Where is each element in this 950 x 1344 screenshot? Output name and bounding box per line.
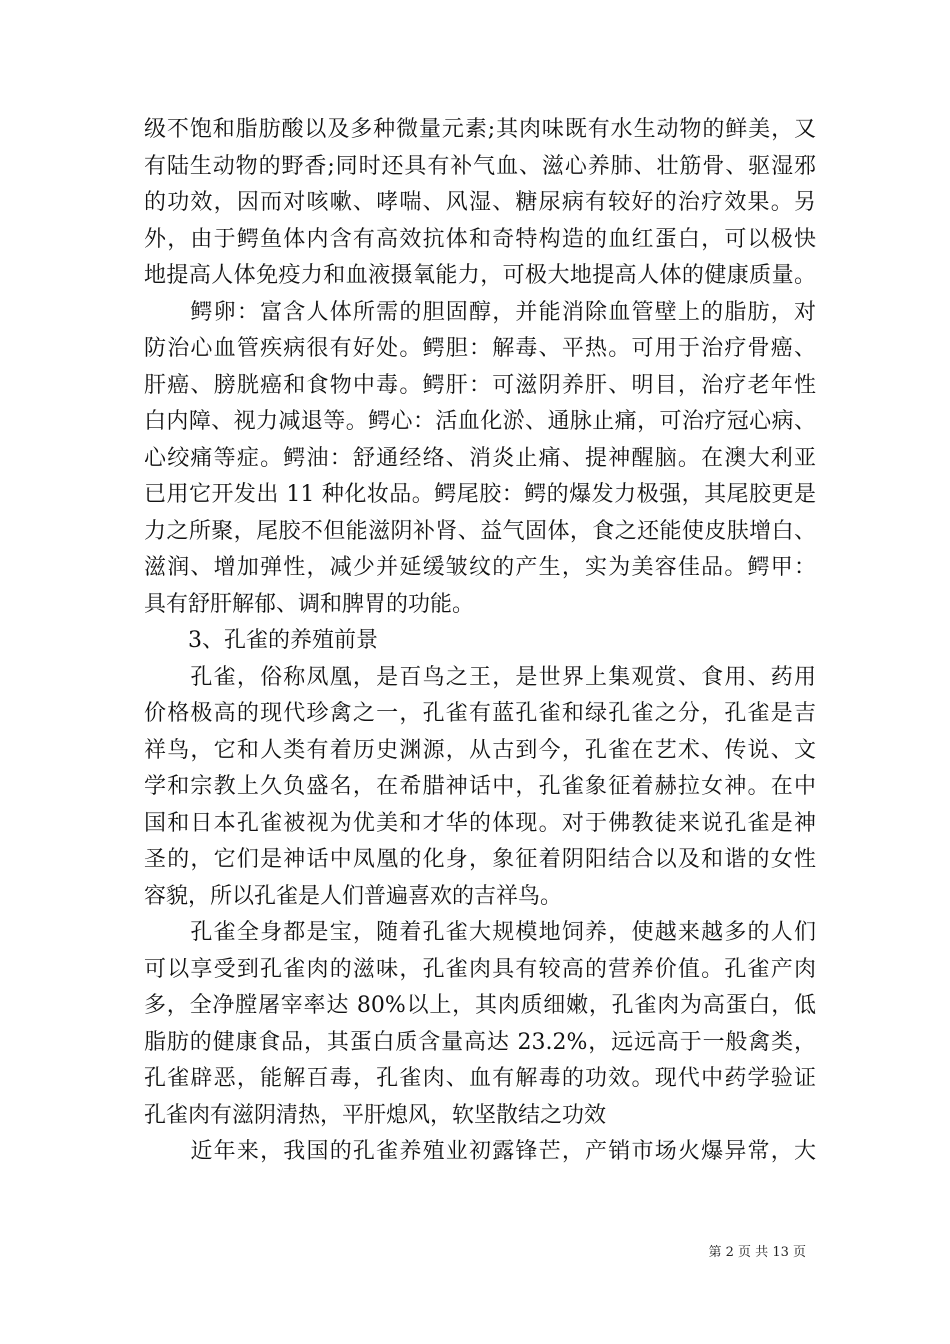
text-line: 的功效，因而对咳嗽、哮喘、风湿、糖尿病有较好的治疗效果。另	[144, 190, 816, 215]
text-line: 级不饱和脂肪酸以及多种微量元素;其肉味既有水生动物的鲜美，又	[144, 117, 816, 142]
text-line: 具有舒肝解郁、调和脾胃的功能。	[144, 591, 475, 617]
text-line: 肝癌、膀胱癌和食物中毒。鳄肝：可滋阴养肝、明目，治疗老年性	[144, 372, 816, 398]
section-heading: 3、孔雀的养殖前景	[144, 628, 378, 653]
text-line: 可以享受到孔雀肉的滋味，孔雀肉具有较高的营养价值。孔雀产肉	[144, 956, 816, 982]
text-line: 有陆生动物的野香;同时还具有补气血、滋心养肺、壮筋骨、驱湿邪	[144, 153, 816, 179]
text-line: 滋润、增加弹性，减少并延缓皱纹的产生，实为美容佳品。鳄甲：	[144, 555, 816, 580]
text-line: 学和宗教上久负盛名，在希腊神话中，孔雀象征着赫拉女神。在中	[144, 774, 816, 799]
page-number-footer: 第 2 页 共 13 页	[708, 1245, 806, 1260]
text-line: 地提高人体免疫力和血液摄氧能力，可极大地提高人体的健康质量。	[144, 263, 816, 288]
text-line: 国和日本孔雀被视为优美和才华的体现。对于佛教徒来说孔雀是神	[144, 810, 816, 836]
text-line: 圣的，它们是神话中凤凰的化身，象征着阴阳结合以及和谐的女性	[144, 847, 816, 872]
text-line: 容貌，所以孔雀是人们普遍喜欢的吉祥鸟。	[144, 883, 563, 909]
text-line: 脂肪的健康食品，其蛋白质含量高达 23.2%，远远高于一般禽类，	[144, 1029, 816, 1055]
text-line: 白内障、视力减退等。鳄心：活血化淤、通脉止痛，可治疗冠心病、	[144, 409, 816, 434]
text-line: 心绞痛等症。鳄油：舒通经络、消炎止痛、提神醒脑。在澳大利亚	[144, 445, 816, 471]
text-line: 孔雀肉有滋阴清热，平肝熄风，软坚散结之功效	[144, 1102, 607, 1128]
text-line: 多，全净膛屠宰率达 80%以上，其肉质细嫩，孔雀肉为高蛋白，低	[144, 993, 816, 1018]
text-line: 近年来，我国的孔雀养殖业初露锋芒，产销市场火爆异常，大	[144, 1139, 816, 1164]
text-line: 外，由于鳄鱼体内含有高效抗体和奇特构造的血红蛋白，可以极快	[144, 226, 816, 252]
text-line: 防治心血管疾病很有好处。鳄胆：解毒、平热。可用于治疗骨癌、	[144, 336, 816, 361]
text-line: 孔雀全身都是宝，随着孔雀大规模地饲养，使越来越多的人们	[144, 920, 816, 945]
text-line: 祥鸟，它和人类有着历史渊源，从古到今，孔雀在艺术、传说、文	[144, 737, 816, 763]
text-line: 孔雀辟恶，能解百毒，孔雀肉、血有解毒的功效。现代中药学验证	[144, 1066, 816, 1091]
text-line: 价格极高的现代珍禽之一，孔雀有蓝孔雀和绿孔雀之分，孔雀是吉	[144, 701, 816, 726]
text-line: 已用它开发出 11 种化妆品。鳄尾胶：鳄的爆发力极强，其尾胶更是	[144, 482, 816, 507]
text-line: 鳄卵：富含人体所需的胆固醇，并能消除血管壁上的脂肪，对	[144, 299, 816, 325]
body-text	[144, 112, 816, 1171]
text-line: 力之所聚，尾胶不但能滋阴补肾、益气固体，食之还能使皮肤增白、	[144, 518, 816, 544]
text-line: 孔雀，俗称凤凰，是百鸟之王，是世界上集观赏、食用、药用	[144, 664, 816, 690]
